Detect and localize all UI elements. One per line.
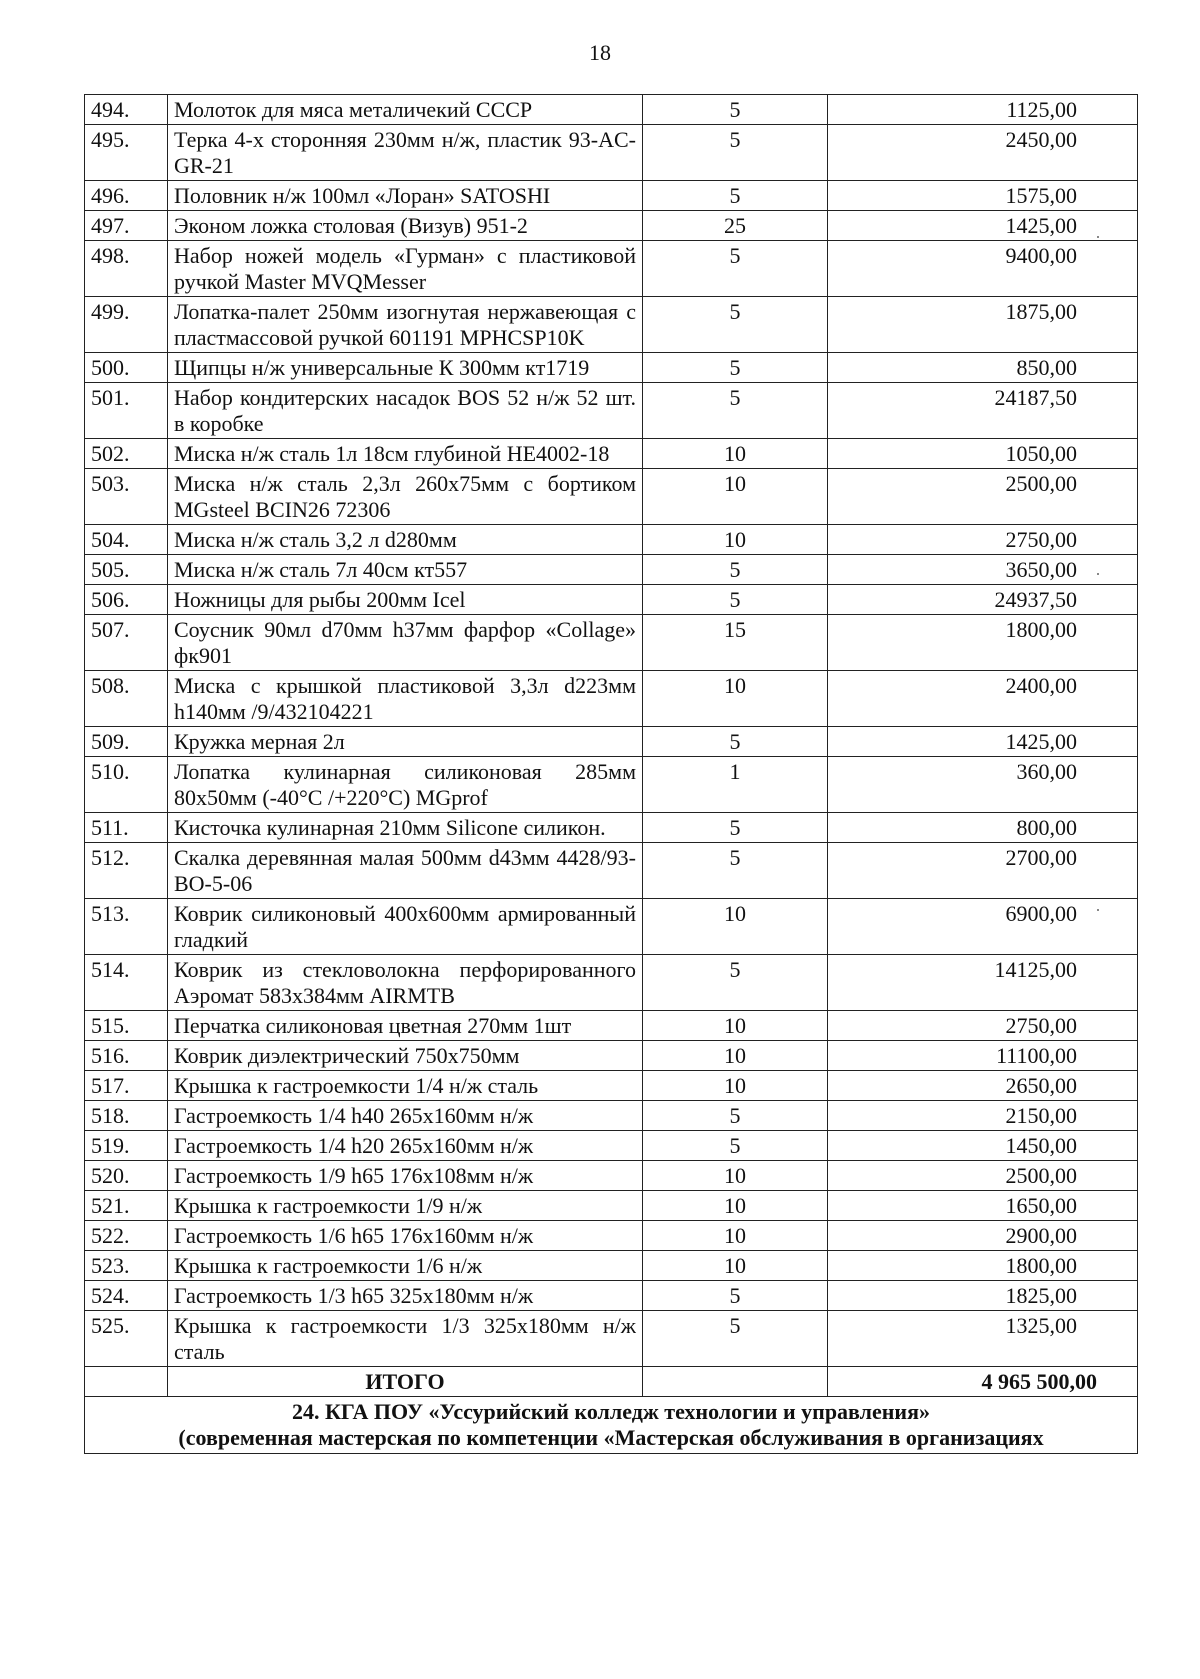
row-number: 503. <box>85 469 168 525</box>
table-row <box>85 899 1138 955</box>
row-quantity: 5 <box>643 241 828 297</box>
row-quantity: 5 <box>643 727 828 757</box>
row-quantity: 10 <box>643 899 828 955</box>
section-heading-line2: (современная мастерская по компетенции «Мастерская обслуживания в организациях <box>178 1425 1044 1450</box>
row-quantity: 10 <box>643 1011 828 1041</box>
table-row <box>85 1161 1138 1191</box>
row-number: 521. <box>85 1191 168 1221</box>
row-quantity: 5 <box>643 297 828 353</box>
row-item-name: Крышка к гастроемкости 1/4 н/ж сталь <box>168 1071 643 1101</box>
table-row <box>85 439 1138 469</box>
table-row <box>85 1071 1138 1101</box>
table-row <box>85 1011 1138 1041</box>
section-heading-line1: 24. КГА ПОУ «Уссурийский колледж технологии и управления» <box>291 1399 931 1424</box>
row-quantity: 25 <box>643 211 828 241</box>
table-row <box>85 813 1138 843</box>
row-price: 2750,00 <box>828 525 1138 555</box>
row-item-name: Лопатка-палет 250мм изогнутая нержавеющая с пластмассовой ручкой 601191 MPHCSP10K <box>168 297 643 353</box>
table-row <box>85 241 1138 297</box>
table-row <box>85 1131 1138 1161</box>
row-number: 496. <box>85 181 168 211</box>
row-item-name: Терка 4-х сторонняя 230мм н/ж, пластик 93-AC-GR-21 <box>168 125 643 181</box>
row-number: 516. <box>85 1041 168 1071</box>
row-number: 498. <box>85 241 168 297</box>
row-price: 24937,50 <box>828 585 1138 615</box>
row-number: 502. <box>85 439 168 469</box>
row-price: 14125,00 <box>828 955 1138 1011</box>
row-price: 2900,00 <box>828 1221 1138 1251</box>
total-row <box>85 1367 1138 1397</box>
row-price: 1425,00 <box>828 211 1138 241</box>
row-number: 520. <box>85 1161 168 1191</box>
row-number: 497. <box>85 211 168 241</box>
row-item-name: Крышка к гастроемкости 1/6 н/ж <box>168 1251 643 1281</box>
row-number: 518. <box>85 1101 168 1131</box>
table-row <box>85 353 1138 383</box>
row-price: 9400,00 <box>828 241 1138 297</box>
row-price: 1800,00 <box>828 615 1138 671</box>
row-item-name: Гастроемкость 1/3 h65 325х180мм н/ж <box>168 1281 643 1311</box>
row-quantity: 10 <box>643 671 828 727</box>
table-row <box>85 469 1138 525</box>
row-number: 525. <box>85 1311 168 1367</box>
table-row <box>85 383 1138 439</box>
row-item-name: Перчатка силиконовая цветная 270мм 1шт <box>168 1011 643 1041</box>
row-item-name: Миска н/ж сталь 2,3л 260х75мм с бортиком MGsteel BCIN26 72306 <box>168 469 643 525</box>
table-row <box>85 1251 1138 1281</box>
row-item-name: Кисточка кулинарная 210мм Silicone силикон. <box>168 813 643 843</box>
table-row <box>85 95 1138 125</box>
row-number: 494. <box>85 95 168 125</box>
row-item-name: Крышка к гастроемкости 1/3 325х180мм н/ж сталь <box>168 1311 643 1367</box>
table-row <box>85 1101 1138 1131</box>
row-price: 1650,00 <box>828 1191 1138 1221</box>
row-item-name: Ножницы для рыбы 200мм Icel <box>168 585 643 615</box>
row-item-name: Гастроемкость 1/4 h40 265х160мм н/ж <box>168 1101 643 1131</box>
row-quantity: 5 <box>643 813 828 843</box>
row-price: 2400,00 <box>828 671 1138 727</box>
table-row <box>85 671 1138 727</box>
table-row <box>85 1041 1138 1071</box>
table-row <box>85 125 1138 181</box>
row-price: 1875,00 <box>828 297 1138 353</box>
row-item-name: Соусник 90мл d70мм h37мм фарфор «Collage» фк901 <box>168 615 643 671</box>
row-quantity: 5 <box>643 353 828 383</box>
row-number: 501. <box>85 383 168 439</box>
table-row <box>85 181 1138 211</box>
page-number: 18 <box>589 40 611 65</box>
row-item-name: Эконом ложка столовая (Визув) 951-2 <box>168 211 643 241</box>
row-item-name: Коврик диэлектрический 750х750мм <box>168 1041 643 1071</box>
total-label: ИТОГО <box>168 1367 643 1397</box>
row-item-name: Лопатка кулинарная силиконовая 285мм 80х50мм (-40°С /+220°С) MGprof <box>168 757 643 813</box>
table-row <box>85 211 1138 241</box>
total-value: 4 965 500,00 <box>828 1367 1138 1397</box>
row-quantity: 10 <box>643 1041 828 1071</box>
table-row <box>85 1311 1138 1367</box>
row-quantity: 5 <box>643 1131 828 1161</box>
row-number: 500. <box>85 353 168 383</box>
table-row <box>85 757 1138 813</box>
row-quantity: 5 <box>643 1101 828 1131</box>
section-heading <box>85 1397 1138 1454</box>
row-number: 522. <box>85 1221 168 1251</box>
row-price: 24187,50 <box>828 383 1138 439</box>
row-item-name: Набор ножей модель «Гурман» с пластиковой ручкой Master MVQMesser <box>168 241 643 297</box>
table-row <box>85 1221 1138 1251</box>
row-quantity: 5 <box>643 181 828 211</box>
equipment-table <box>84 94 1138 1454</box>
row-price: 6900,00 <box>828 899 1138 955</box>
scan-speck <box>1097 909 1099 911</box>
row-quantity: 1 <box>643 757 828 813</box>
row-price: 1125,00 <box>828 95 1138 125</box>
row-quantity: 5 <box>643 95 828 125</box>
row-number: 495. <box>85 125 168 181</box>
table-row <box>85 585 1138 615</box>
row-quantity: 10 <box>643 1191 828 1221</box>
row-item-name: Кружка мерная 2л <box>168 727 643 757</box>
row-item-name: Миска н/ж сталь 1л 18см глубиной HE4002-18 <box>168 439 643 469</box>
row-price: 2500,00 <box>828 1161 1138 1191</box>
row-item-name: Набор кондитерских насадок BOS 52 н/ж 52 шт. в коробке <box>168 383 643 439</box>
row-item-name: Скалка деревянная малая 500мм d43мм 4428/93-BO-5-06 <box>168 843 643 899</box>
row-item-name: Крышка к гастроемкости 1/9 н/ж <box>168 1191 643 1221</box>
row-number: 513. <box>85 899 168 955</box>
total-empty-qty-cell <box>643 1367 828 1397</box>
row-price: 2450,00 <box>828 125 1138 181</box>
row-item-name: Гастроемкость 1/6 h65 176х160мм н/ж <box>168 1221 643 1251</box>
row-price: 1425,00 <box>828 727 1138 757</box>
scan-speck <box>1097 573 1099 575</box>
row-number: 510. <box>85 757 168 813</box>
row-item-name: Коврик силиконовый 400х600мм армированный гладкий <box>168 899 643 955</box>
row-number: 505. <box>85 555 168 585</box>
table-row <box>85 843 1138 899</box>
row-price: 2650,00 <box>828 1071 1138 1101</box>
row-quantity: 10 <box>643 1251 828 1281</box>
row-price: 2500,00 <box>828 469 1138 525</box>
row-price: 1050,00 <box>828 439 1138 469</box>
row-price: 11100,00 <box>828 1041 1138 1071</box>
row-item-name: Щипцы н/ж универсальные К 300мм кт1719 <box>168 353 643 383</box>
row-number: 523. <box>85 1251 168 1281</box>
row-number: 519. <box>85 1131 168 1161</box>
row-number: 524. <box>85 1281 168 1311</box>
row-number: 499. <box>85 297 168 353</box>
row-quantity: 10 <box>643 439 828 469</box>
row-price: 1575,00 <box>828 181 1138 211</box>
row-price: 2750,00 <box>828 1011 1138 1041</box>
row-number: 515. <box>85 1011 168 1041</box>
row-item-name: Миска н/ж сталь 3,2 л d280мм <box>168 525 643 555</box>
row-item-name: Гастроемкость 1/9 h65 176х108мм н/ж <box>168 1161 643 1191</box>
table-body <box>85 95 1138 1367</box>
row-price: 360,00 <box>828 757 1138 813</box>
row-item-name: Гастроемкость 1/4 h20 265х160мм н/ж <box>168 1131 643 1161</box>
row-number: 514. <box>85 955 168 1011</box>
row-quantity: 5 <box>643 843 828 899</box>
row-price: 1800,00 <box>828 1251 1138 1281</box>
table-row <box>85 955 1138 1011</box>
row-quantity: 5 <box>643 383 828 439</box>
table-row <box>85 555 1138 585</box>
row-price: 850,00 <box>828 353 1138 383</box>
row-price: 2700,00 <box>828 843 1138 899</box>
row-number: 504. <box>85 525 168 555</box>
table-row <box>85 615 1138 671</box>
row-quantity: 5 <box>643 1281 828 1311</box>
row-number: 517. <box>85 1071 168 1101</box>
row-quantity: 10 <box>643 1071 828 1101</box>
row-price: 1825,00 <box>828 1281 1138 1311</box>
row-item-name: Миска н/ж сталь 7л 40см кт557 <box>168 555 643 585</box>
row-price: 1325,00 <box>828 1311 1138 1367</box>
row-quantity: 10 <box>643 469 828 525</box>
row-quantity: 5 <box>643 125 828 181</box>
row-number: 508. <box>85 671 168 727</box>
row-quantity: 5 <box>643 585 828 615</box>
row-number: 506. <box>85 585 168 615</box>
table-row <box>85 727 1138 757</box>
row-quantity: 5 <box>643 955 828 1011</box>
row-quantity: 5 <box>643 555 828 585</box>
row-item-name: Коврик из стекловолокна перфорированного Аэромат 583х384мм AIRMTB <box>168 955 643 1011</box>
table-row <box>85 297 1138 353</box>
total-empty-num-cell <box>85 1367 168 1397</box>
row-quantity: 15 <box>643 615 828 671</box>
scan-speck <box>1097 236 1099 238</box>
row-number: 507. <box>85 615 168 671</box>
row-price: 3650,00 <box>828 555 1138 585</box>
table-row <box>85 1281 1138 1311</box>
row-price: 2150,00 <box>828 1101 1138 1131</box>
row-price: 800,00 <box>828 813 1138 843</box>
row-number: 512. <box>85 843 168 899</box>
row-item-name: Молоток для мяса металичекий СССР <box>168 95 643 125</box>
row-item-name: Половник н/ж 100мл «Лоран» SATOSHI <box>168 181 643 211</box>
row-price: 1450,00 <box>828 1131 1138 1161</box>
row-number: 511. <box>85 813 168 843</box>
row-quantity: 10 <box>643 525 828 555</box>
row-number: 509. <box>85 727 168 757</box>
table-row <box>85 1191 1138 1221</box>
table-row <box>85 525 1138 555</box>
section-heading-row <box>85 1397 1138 1454</box>
row-item-name: Миска с крышкой пластиковой 3,3л d223мм h140мм /9/432104221 <box>168 671 643 727</box>
row-quantity: 10 <box>643 1221 828 1251</box>
row-quantity: 10 <box>643 1161 828 1191</box>
row-quantity: 5 <box>643 1311 828 1367</box>
